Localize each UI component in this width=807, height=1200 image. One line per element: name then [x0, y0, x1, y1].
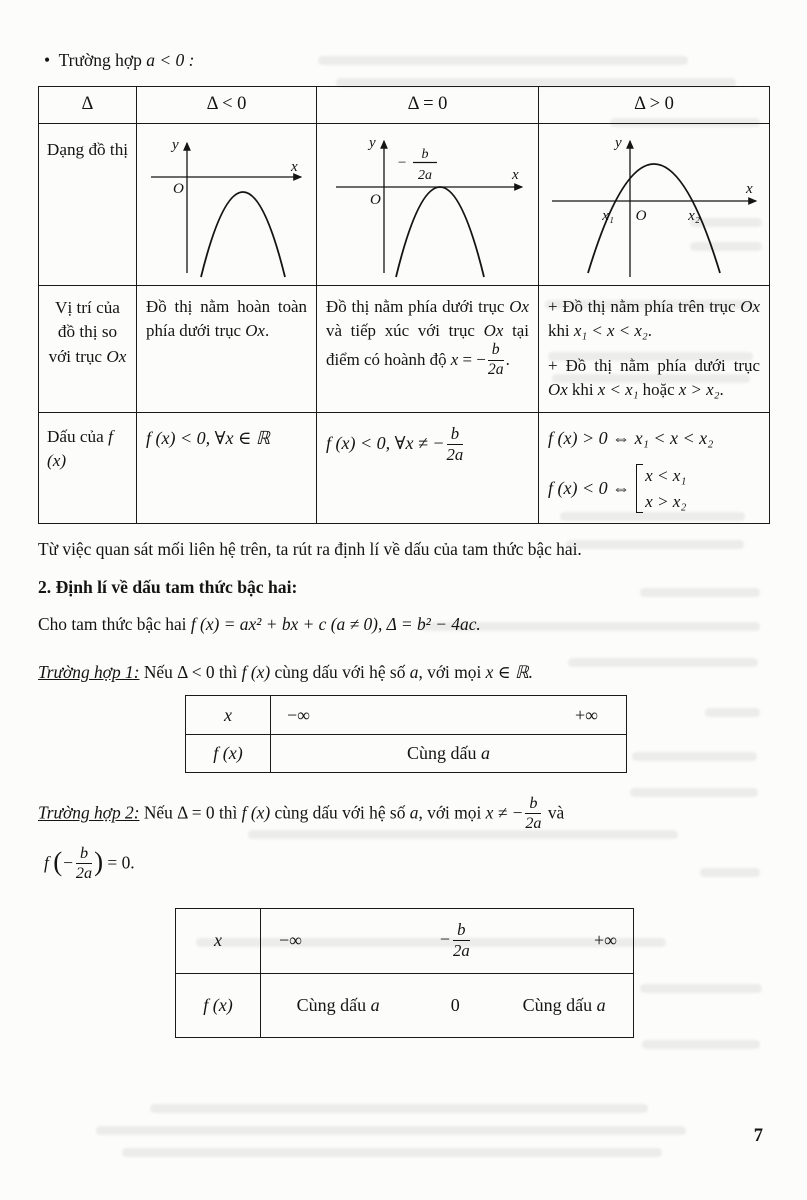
sign-table-case2 [175, 908, 634, 1038]
text-segment: Trường hợp [58, 50, 147, 70]
root-x2-label: x₂ [688, 208, 700, 225]
text-segment: . [647, 321, 652, 341]
delta-cases-table [38, 86, 770, 525]
neg-infinity: −∞ [279, 930, 302, 951]
text-segment: cùng dấu với hệ số [270, 661, 410, 682]
table2-fx-header-cell [176, 973, 260, 1037]
text-segment: a [481, 743, 490, 764]
text-segment: Ox [245, 321, 265, 341]
vertex-fraction-denominator: 2a [417, 168, 432, 184]
text-segment: Đồ thị nằm hoàn toàn phía dưới trục [146, 297, 307, 341]
text-segment: Cùng dấu [407, 743, 481, 764]
same-sign-as-a-left [297, 993, 380, 1018]
text-segment: f (x) < 0, ∀x ≠ − [326, 433, 445, 454]
y-axis-label: y [615, 135, 622, 152]
table-header-delta-positive: Δ > 0 [538, 87, 769, 124]
text-segment: = − [458, 350, 486, 370]
text-segment: a [409, 661, 419, 682]
variable-x: x [214, 930, 222, 951]
fraction: $\frac{b}{2a}$ [487, 341, 504, 378]
text-segment: Đồ thị nằm phía dưới trục [326, 297, 510, 317]
text-segment: . [505, 350, 510, 370]
text-segment: Nếu Δ = 0 thì [139, 802, 242, 823]
table-header-delta: Δ [81, 93, 94, 114]
text-segment: f [44, 852, 54, 873]
pos-infinity: +∞ [575, 704, 598, 725]
sign-negative-condition [548, 464, 760, 514]
text-segment: f (x) < 0, ∀x ∈ ℝ [146, 428, 271, 449]
fraction: $\frac{b}{2a}$ [75, 845, 93, 883]
text-segment: Nếu Δ < 0 thì [139, 661, 242, 682]
root-x1-label: x₁ [602, 208, 614, 225]
text-segment: Ox [106, 346, 127, 366]
text-segment: khi [548, 321, 574, 341]
text-segment: Cùng dấu [522, 994, 597, 1015]
section-heading-sign-theorem: 2. Định lí về dấu tam thức bậc hai: [38, 576, 298, 597]
zero-value: 0 [450, 994, 460, 1015]
text-segment: − [438, 929, 451, 950]
text-segment: Trường hợp 1: [38, 661, 140, 682]
vertex-minus-sign: − [396, 155, 407, 172]
text-segment: a < 0 : [146, 50, 195, 70]
table1-x-header-cell [186, 696, 270, 734]
function-fx [213, 741, 242, 766]
parabola-curve [396, 187, 484, 277]
same-sign-as-a-right [523, 993, 606, 1018]
y-axis-label: y [368, 135, 376, 152]
case-x-greater-x2: x > x₂ [645, 491, 687, 511]
text-segment: f (x) [213, 743, 243, 764]
bleed-through-text-ghost [96, 1126, 686, 1135]
text-segment: f (x) [203, 994, 233, 1015]
table-header-delta-zero: Δ = 0 [316, 87, 538, 124]
text-segment: a [596, 994, 606, 1015]
text-segment: f (x) = ax² + bx + c (a ≠ 0), Δ = b² − 4ac. [190, 614, 481, 635]
text-segment: . [264, 321, 270, 341]
text-segment: f (x) [47, 427, 113, 471]
bleed-through-text-ghost [642, 1040, 760, 1049]
text-segment: + Đồ thị nằm phía trên trục [548, 297, 741, 317]
table2-axis-cell [260, 909, 633, 973]
table2-sign-cell [260, 973, 633, 1037]
parabola-graph-delta-zero [322, 129, 534, 279]
case-x-less-x1: x < x₁ [645, 465, 687, 485]
text-segment: , với mọi [418, 802, 486, 823]
sign-delta-negative [136, 412, 316, 523]
page-number: 7 [753, 1126, 763, 1146]
text-segment: khi [567, 380, 598, 400]
neg-infinity: −∞ [287, 704, 310, 725]
text-segment: Dấu của [47, 427, 109, 447]
fraction: $\frac{b}{2a}$ [446, 424, 464, 464]
text-segment: f (x) < 0 ⇔ [548, 477, 631, 498]
text-segment: và tiếp xúc với trục [326, 321, 484, 341]
bleed-through-text-ghost [122, 1148, 662, 1157]
graph-row-label: Dạng đồ thị [39, 123, 136, 285]
text-segment: ( [53, 846, 63, 877]
position-delta-negative [136, 285, 316, 412]
text-segment: hoặc [638, 380, 679, 400]
text-segment: = 0. [103, 852, 135, 873]
table2-x-header-cell [176, 909, 260, 973]
text-segment: ) [94, 846, 104, 877]
position-row-label [39, 285, 136, 412]
sign-delta-positive [538, 412, 769, 523]
text-segment: , với mọi [418, 661, 486, 682]
pos-infinity: +∞ [594, 930, 617, 951]
position-delta-zero [316, 285, 538, 412]
text-segment: + Đồ thị nằm phía dưới trục [548, 356, 760, 376]
text-segment: x > x₂ [678, 380, 720, 400]
position-below-axis [548, 354, 760, 402]
vertex-fraction-numerator: b [421, 147, 428, 163]
origin-label: O [172, 181, 184, 198]
paragraph-given-trinomial [38, 612, 770, 636]
sign-row-label [39, 412, 136, 523]
system-bracket [636, 464, 686, 514]
sign-negative-prefix [548, 476, 630, 501]
page-content [38, 48, 770, 1038]
graph-cell-delta-zero [316, 123, 538, 285]
text-segment: Cùng dấu [296, 994, 371, 1015]
text-segment: cùng dấu với hệ số [270, 802, 410, 823]
text-segment: Trường hợp 2: [38, 802, 140, 823]
sign-table-case1 [185, 695, 627, 773]
bleed-through-text-ghost [150, 1104, 648, 1113]
text-segment: f (x) [241, 802, 271, 823]
text-segment: x ∈ ℝ. [485, 661, 534, 682]
variable-x: x [224, 704, 232, 725]
x-axis-label: x [290, 159, 298, 176]
position-above-axis [548, 295, 760, 343]
text-segment: x < x₁ [597, 380, 639, 400]
text-segment: a [409, 802, 419, 823]
fraction: $\frac{b}{2a}$ [525, 795, 542, 833]
text-segment: Cho tam thức bậc hai [38, 614, 191, 635]
x-axis-label: x [511, 167, 519, 184]
text-segment: Vị trí của đồ thị so với trục [48, 298, 120, 366]
x-axis-label: x [746, 181, 753, 198]
text-segment: . [719, 380, 724, 400]
text-segment: Ox [548, 380, 568, 400]
paragraph-conclusion: Từ việc quan sát mối liên hệ trên, ta rút ra định lí về dấu của tam thức bậc hai. [38, 539, 582, 560]
case-2-vertex-value [44, 846, 770, 883]
text-segment: tại điểm có hoành độ [326, 321, 529, 370]
text-segment: x₁ < x < x₂ [573, 321, 648, 341]
table1-sign-cell [270, 734, 626, 772]
vertex-value-expression [44, 846, 135, 883]
case-a-negative-heading [44, 48, 770, 73]
table1-fx-header-cell [186, 734, 270, 772]
text-segment: − [62, 852, 74, 873]
text-segment: và [543, 802, 565, 823]
position-delta-positive [538, 285, 769, 412]
graph-cell-delta-positive [538, 123, 769, 285]
table-header-delta-negative: Δ < 0 [136, 87, 316, 124]
text-segment: a [370, 994, 380, 1015]
parabola-graph-delta-positive [542, 129, 766, 281]
case-1-statement [38, 660, 770, 684]
origin-label: O [635, 208, 647, 225]
text-segment: f (x) > 0 ⇔ x₁ < x < x₂ [548, 428, 714, 449]
y-axis-label: y [171, 137, 179, 154]
bullet-icon: • [44, 50, 51, 70]
sign-delta-zero [316, 412, 538, 523]
text-segment: Ox [740, 297, 760, 317]
parabola-curve [201, 192, 285, 277]
fraction: $\frac{b}{2a}$ [452, 920, 470, 960]
text-segment: Ox [509, 297, 529, 317]
function-fx [203, 993, 232, 1018]
text-segment: x [450, 350, 459, 370]
table1-axis-cell [270, 696, 626, 734]
text-segment: Ox [483, 321, 504, 341]
text-segment: x ≠ − [485, 802, 524, 823]
text-segment: f (x) [241, 661, 271, 682]
vertex-abscissa [439, 922, 472, 960]
case-a-negative-text [59, 50, 195, 70]
case-2-statement [38, 796, 770, 833]
parabola-graph-delta-negative [141, 129, 313, 279]
same-sign-as-a [407, 741, 490, 766]
origin-label: O [369, 192, 381, 209]
sign-positive-condition [548, 426, 760, 451]
graph-cell-delta-negative [136, 123, 316, 285]
